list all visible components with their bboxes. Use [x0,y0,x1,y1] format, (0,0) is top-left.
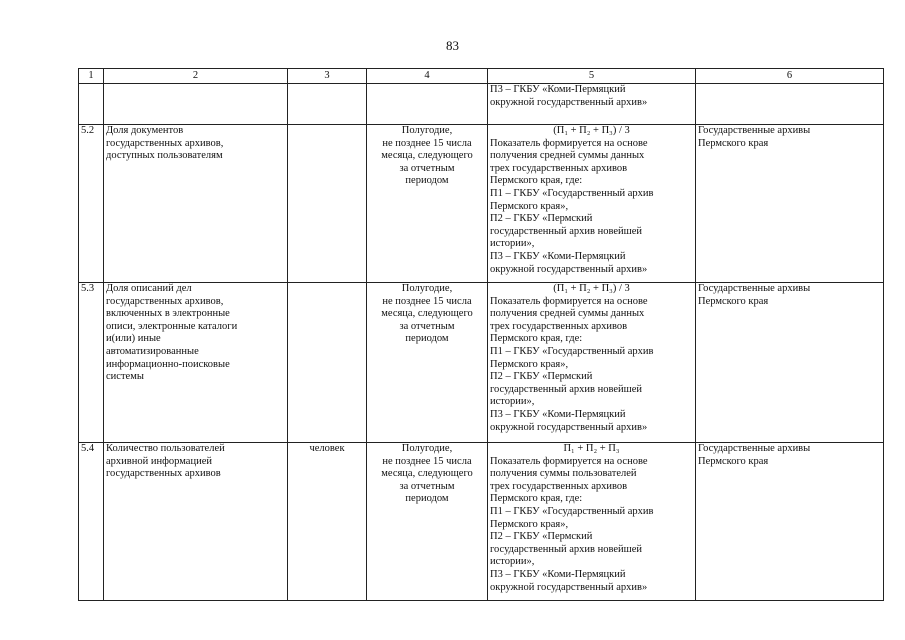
calculation-method-cell [488,125,696,283]
responsible-cell: Государственные архивы Пермского края [696,283,884,443]
empty-cell [79,84,104,125]
reporting-period: Полугодие, не позднее 15 числа месяца, следующего за отчетным периодом [367,443,488,601]
calculation-method-cell [488,283,696,443]
unit-cell [288,125,367,283]
method-description: Показатель формируется на основе получения суммы пользователей трех государственных архивов Пермского края, где: П1 – ГКБУ «Государственный архив Пермского края», П2 – ГКБУ «Пермский государственный архив новейшей истории», П3 – ГКБУ «Коми-Пермяцкий окружной государственный архив» [490,455,654,593]
responsible-cell: Государственные архивы Пермского края [696,125,884,283]
formula: (П₁ + П₂ + П₃) / 3 [553,283,630,294]
row-number: 5.4 [79,443,104,601]
indicator-name: Доля описаний дел государственных архивов, включенных в электронные описи, электронные каталоги и(или) иные автоматизированные информационно-поисковые системы [104,283,288,443]
method-description: Показатель формируется на основе получения средней суммы данных трех государственных архивов Пермского края, где: П1 – ГКБУ «Государственный архив Пермского края», П2 – ГКБУ «Пермский государственный архив новейшей истории», П3 – ГКБУ «Коми-Пермяцкий окружной государственный архив» [490,137,654,275]
indicator-name: Количество пользователей архивной информацией государственных архивов [104,443,288,601]
empty-cell [696,84,884,125]
calculation-method-cell [488,443,696,601]
table-row [79,283,884,443]
method-description: Показатель формируется на основе получения средней суммы данных трех государственных архивов Пермского края, где: П1 – ГКБУ «Государственный архив Пермского края», П2 – ГКБУ «Пермский государственный архив новейшей истории», П3 – ГКБУ «Коми-Пермяцкий окружной государственный архив» [490,295,654,433]
indicator-table [78,68,884,601]
reporting-period: Полугодие, не позднее 15 числа месяца, следующего за отчетным периодом [367,283,488,443]
row-number: 5.3 [79,283,104,443]
row-number: 5.2 [79,125,104,283]
indicator-name: Доля документов государственных архивов, доступных пользователям [104,125,288,283]
page-number: 83 [446,38,459,53]
column-header: 4 [367,69,488,84]
unit-cell: человек [288,443,367,601]
formula: П₁ + П₂ + П₃ [563,443,620,454]
table-header-row [79,69,884,84]
column-header: 1 [79,69,104,84]
column-header: 3 [288,69,367,84]
table-row [79,443,884,601]
empty-cell [104,84,288,125]
column-header: 6 [696,69,884,84]
responsible-cell: Государственные архивы Пермского края [696,443,884,601]
calculation-method-cell: П3 – ГКБУ «Коми-Пермяцкий окружной государственный архив» [488,84,696,125]
formula: (П₁ + П₂ + П₃) / 3 [553,125,630,136]
empty-cell [288,84,367,125]
reporting-period: Полугодие, не позднее 15 числа месяца, следующего за отчетным периодом [367,125,488,283]
continuation-row [79,84,884,125]
column-header: 5 [488,69,696,84]
empty-cell [367,84,488,125]
column-header: 2 [104,69,288,84]
unit-cell [288,283,367,443]
table-row [79,125,884,283]
